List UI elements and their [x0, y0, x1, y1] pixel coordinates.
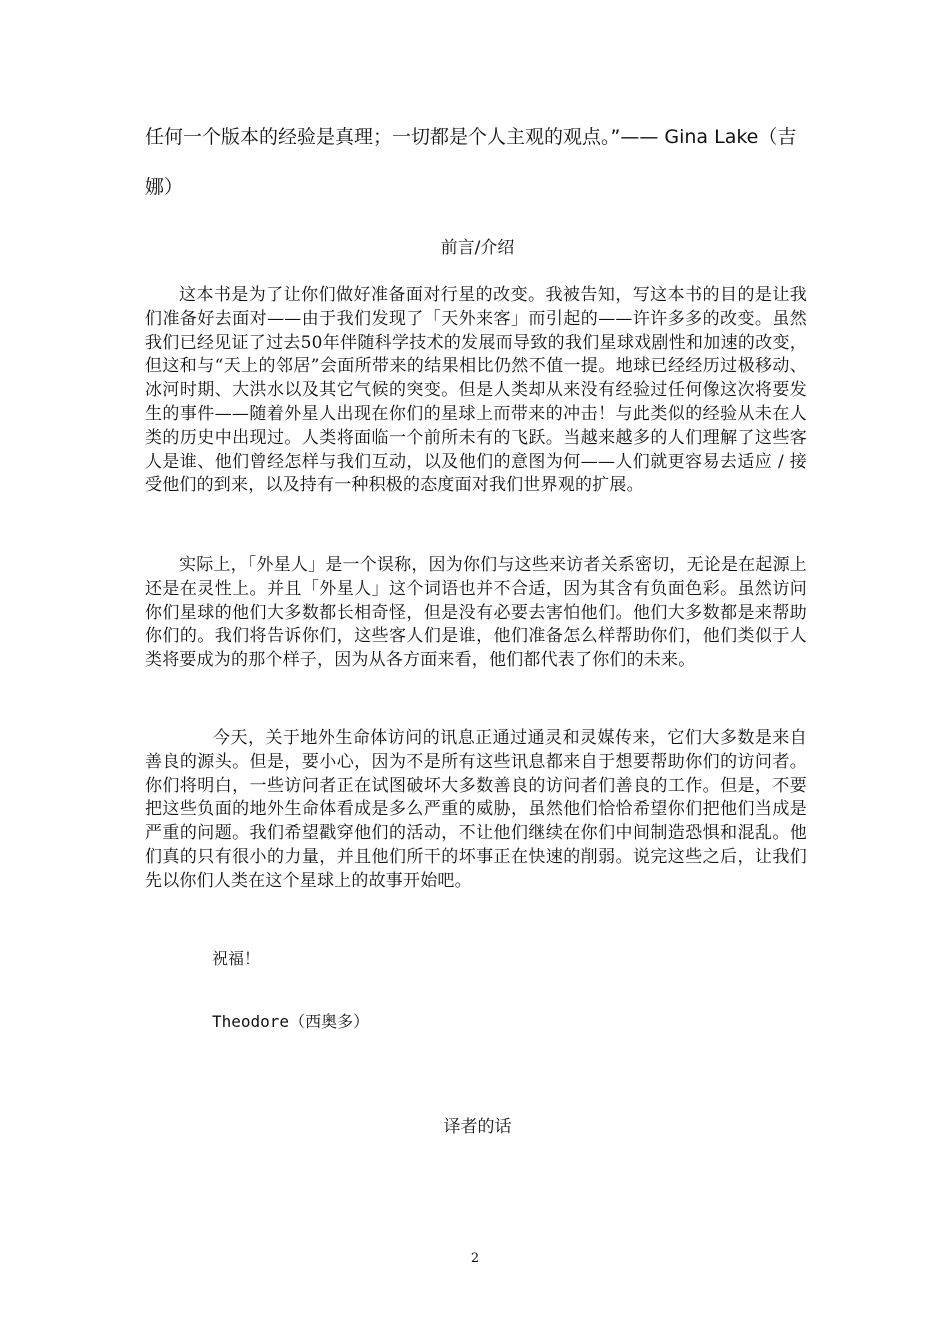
preface-paragraph-1: 这本书是为了让你们做好准备面对行星的改变。我被告知，写这本书的目的是让我们准备好去面对——由于我们发现了「天外来客」而引起的——许许多多的改变。虽然我们已经见证了过去50年伴随科学技术的发展而导致的我们星球戏剧性和加速的改变，但这和与“天上的邻居”会面所带来的结果相比仍然不值一提。地球已经经历过极移动、冰河时期、大洪水以及其它气候的突变。但是人类却从来没有经验过任何像这次将要发生的事件——随着外星人出现在你们的星球上而带来的冲击！与此类似的经验从未在人类的历史中出现过。人类将面临一个前所未有的飞跃。当越来越多的人们理解了这些客人是谁、他们曾经怎样与我们互动，以及他们的意图为何——人们就更容易去适应 / 接受他们的到来，以及持有一种积极的态度面对我们世界观的扩展。	[145, 285, 807, 496]
translator-heading: 译者的话	[443, 1117, 512, 1137]
blessing: 祝福！	[212, 949, 261, 968]
page-number: 2	[470, 1251, 480, 1266]
signature	[212, 1011, 369, 1034]
signature-chinese-name: （西奥多）	[289, 1012, 370, 1031]
quote-line-2: 娜）	[145, 176, 184, 198]
signature-name: Theodore	[212, 1012, 290, 1031]
quote-line-1: 任何一个版本的经验是真理；一切都是个人主观的观点。”—— Gina Lake（吉	[145, 126, 797, 148]
preface-paragraph-3: 今天，关于地外生命体访问的讯息正通过通灵和灵媒传来，它们大多数是来自善良的源头。但是，要小心，因为不是所有这些讯息都来自于想要帮助你们的访问者。你们将明白，一些访问者正在试图破坏大多数善良的访问者们善良的工作。但是，不要把这些负面的地外生命体看成是多么严重的威胁，虽然他们恰恰希望你们把他们当成是严重的问题。我们希望戳穿他们的活动，不让他们继续在你们中间制造恐惧和混乱。他们真的只有很小的力量，并且他们所干的坏事正在快速的削弱。说完这些之后，让我们先以你们人类在这个星球上的故事开始吧。	[145, 728, 807, 891]
preface-heading: 前言/介绍	[440, 238, 515, 258]
preface-paragraph-2: 实际上，「外星人」是一个误称，因为你们与这些来访者关系密切，无论是在起源上还是在灵性上。并且「外星人」这个词语也并不合适，因为其含有负面色彩。虽然访问你们星球的他们大多数都长相奇怪，但是没有必要去害怕他们。他们大多数都是来帮助你们的。我们将告诉你们，这些客人们是谁，他们准备怎么样帮助你们，他们类似于人类将要成为的那个样子，因为从各方面来看，他们都代表了你们的未来。	[145, 555, 807, 671]
